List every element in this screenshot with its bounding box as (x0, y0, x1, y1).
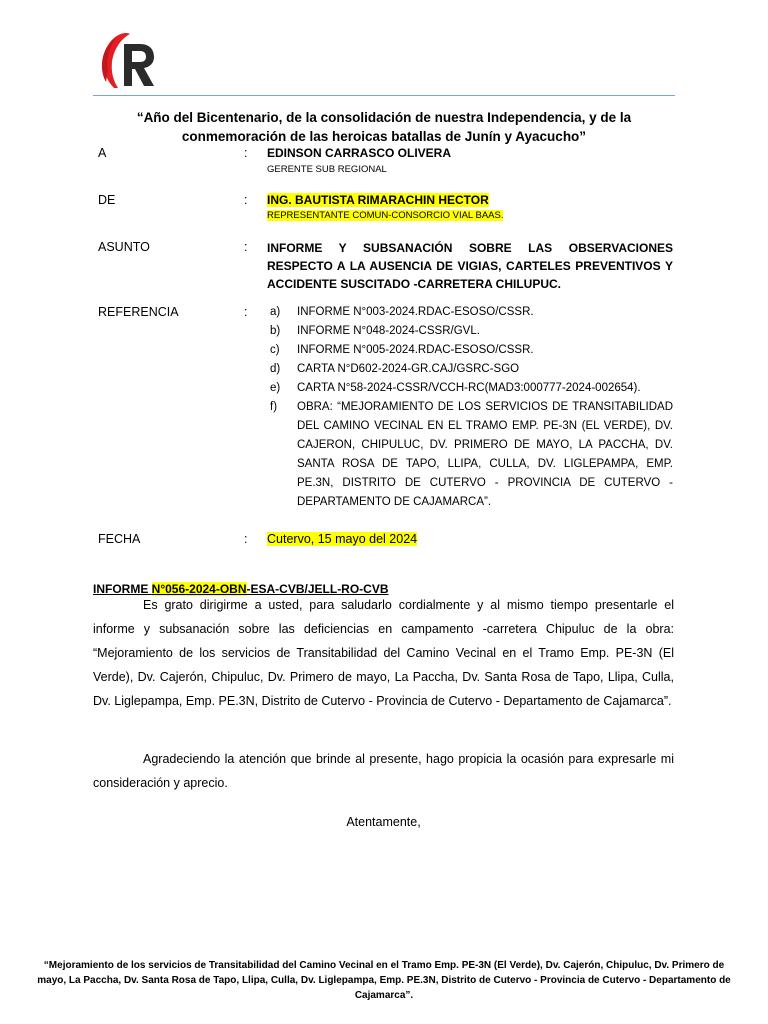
from-position: REPRESENTANTE COMUN-CONSORCIO VIAL BAAS. (267, 210, 504, 221)
reference-list (267, 303, 673, 512)
subject-text: INFORME Y SUBSANACIÓN SOBRE LAS OBSERVACIONES RESPECTO A LA AUSENCIA DE VIGIAS, CARTELES PREVENTIVOS Y ACCIDENTE SUSCITADO -CARRETERA CHILUPUC. (267, 241, 673, 291)
report-title: INFORME N°056-2024-OBN-ESA-CVB/JELL-RO-CVB (93, 582, 389, 596)
from-name: ING. BAUTISTA RIMARACHIN HECTOR (267, 193, 489, 207)
reference-item: a) INFORME N°003-2024.RDAC-ESOSO/CSSR. (270, 306, 534, 318)
to-name: EDINSON CARRASCO OLIVERA (267, 146, 452, 160)
reference-label: REFERENCIA (98, 305, 179, 319)
from-colon: : (244, 193, 248, 207)
reference-item: f) OBRA: “MEJORAMIENTO DE LOS SERVICIOS DE TRANSITABILIDAD DEL CAMINO VECINAL EN EL TRAMO EMP. PE-3N (EL VERDE), DV. CAJERON, CHIPULUC, DV. PRIMERO DE MAYO, LA PACCHA, DV. SANTA ROSA DE TAPO, LLIPA, CULLA, DV. LIGLEPAMPA, EMP. PE.3N, DISTRITO DE CUTERVO - PROVINCIA DE CUTERVO - DEPARTAMENTO DE CAJAMARCA”. (270, 401, 673, 508)
subject-colon: : (244, 240, 248, 254)
closing: Atentamente, (346, 815, 421, 829)
company-logo (94, 30, 158, 94)
date-label: FECHA (98, 532, 141, 546)
header-divider (93, 95, 675, 96)
reference-item: e) CARTA N°58-2024-CSSR/VCCH-RC(MAD3:000777-2024-002654). (270, 382, 641, 394)
reference-item: b) INFORME N°048-2024-CSSR/GVL. (270, 325, 480, 337)
to-position: GERENTE SUB REGIONAL (267, 164, 387, 175)
to-colon: : (244, 146, 248, 160)
to-label: A (98, 146, 107, 160)
from-label: DE (98, 193, 116, 207)
date-colon: : (244, 532, 248, 546)
reference-item: c) INFORME N°005-2024.RDAC-ESOSO/CSSR. (270, 344, 534, 356)
reference-item: d) CARTA N°D602-2024-GR.CAJ/GSRC-SGO (270, 363, 520, 375)
report-number: N°056-2024-OBN (151, 582, 247, 596)
body-paragraph-2: Agradeciendo la atención que brinde al presente, hago propicia la ocasión para expresarle mi consideración y aprecio. (93, 752, 674, 790)
subject-label: ASUNTO (98, 240, 150, 254)
reference-colon: : (244, 305, 248, 319)
page-footer: “Mejoramiento de los servicios de Transitabilidad del Camino Vecinal en el Tramo Emp. PE-3N (El Verde), Dv. Cajerón, Chipuluc, Dv. Primero de mayo, La Paccha, Dv. Santa Rosa de Tapo, Llipa, Culla, Dv. Liglepampa, Emp. PE.3N, Distrito de Cutervo - Provincia de Cutervo - Departamento de Cajamarca”. (37, 960, 731, 1001)
body-paragraph-1: Es grato dirigirme a usted, para saludarlo cordialmente y al mismo tiempo presentarle el informe y subsanación sobre las deficiencias en campamento -carretera Chipuluc de la obra: “Mejoramiento de los servicios de Transitabilidad del Camino Vecinal en el Tramo Emp. PE-3N (El Verde), Dv. Cajerón, Chipuluc, Dv. Primero de mayo, La Paccha, Dv. Santa Rosa de Tapo, Llipa, Culla, Dv. Liglepampa, Emp. PE.3N, Distrito de Cutervo - Provincia de Cutervo - Departamento de Cajamarca”. (93, 598, 674, 708)
date-value: Cutervo, 15 mayo del 2024 (267, 532, 418, 546)
year-motto: “Año del Bicentenario, de la consolidación de nuestra Independencia, y de la conmemoración de las heroicas batallas de Junín y Ayacucho” (136, 110, 632, 144)
